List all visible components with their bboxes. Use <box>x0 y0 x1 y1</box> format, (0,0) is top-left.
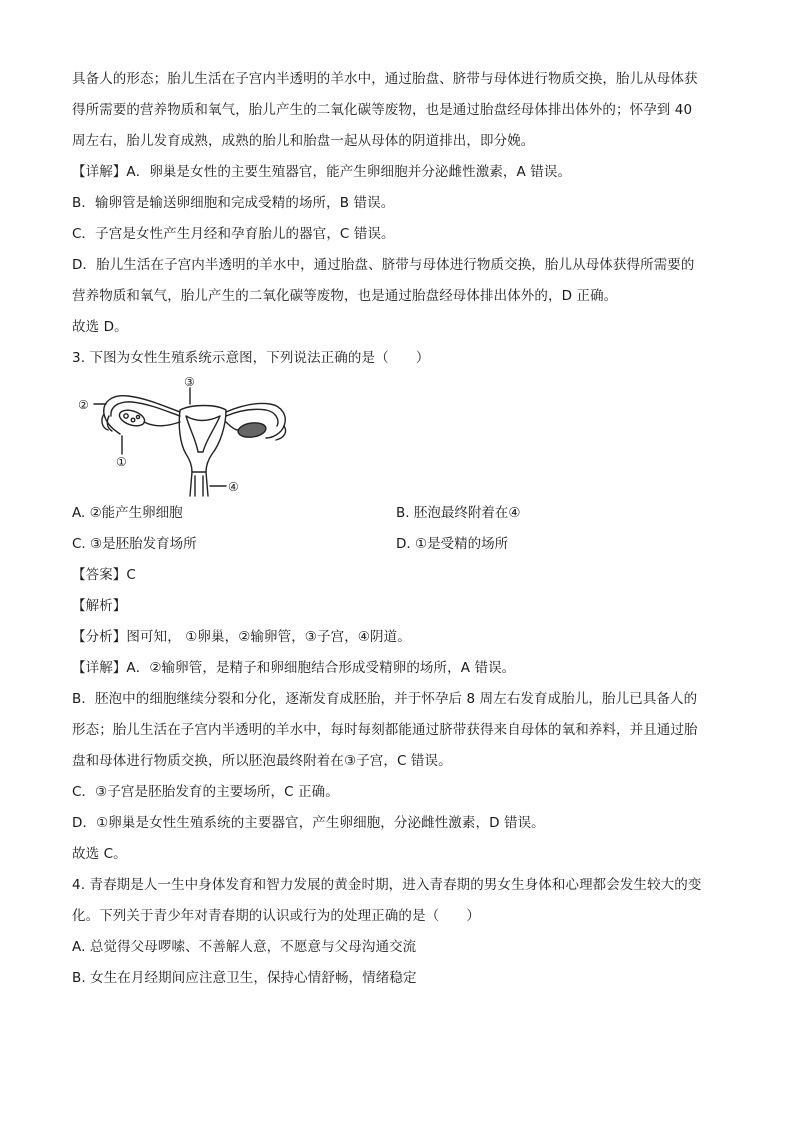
question-3-stem: 3. 下图为女性生殖系统示意图，下列说法正确的是（ ） <box>72 350 430 366</box>
label-2: ② <box>78 398 89 412</box>
text-line: 形态；胎儿生活在子宫内半透明的羊水中，每时每刻都能通过脐带获得来自母体的氧和养料，并且通过胎 <box>72 722 698 738</box>
text-line: 故选 D。 <box>72 319 128 335</box>
female-reproductive-system-figure <box>72 374 722 498</box>
option-d: D. ①是受精的场所 <box>396 536 509 552</box>
text-line: 营养物质和氧气，胎儿产生的二氧化碳等废物，也是通过胎盘经母体排出体外的，D 正确。 <box>72 288 618 304</box>
option-b: B. 胚泡最终附着在④ <box>396 505 521 521</box>
label-4: ④ <box>228 480 239 494</box>
text-line: D．①卵巢是女性生殖系统的主要器官，产生卵细胞，分泌雌性激素，D 错误。 <box>72 815 545 831</box>
option-c: C. ③是胚胎发育场所 <box>72 536 197 552</box>
options-row <box>72 529 722 560</box>
question-4-option-b: B. 女生在月经期间应注意卫生，保持心情舒畅，情绪稳定 <box>72 970 417 986</box>
text-line: C．子宫是女性产生月经和孕育胎儿的器官，C 错误。 <box>72 226 395 242</box>
text-line: 得所需要的营养物质和氧气，胎儿产生的二氧化碳等废物，也是通过胎盘经母体排出体外的；怀孕到 40 <box>72 102 693 118</box>
question-4-option-a: A. 总觉得父母啰嗦、不善解人意，不愿意与父母沟通交流 <box>72 939 417 955</box>
text-line: 具备人的形态；胎儿生活在子宫内半透明的羊水中，通过胎盘、脐带与母体进行物质交换，胎儿从母体获 <box>72 71 698 87</box>
text-line: 故选 C。 <box>72 846 127 862</box>
question-4-stem: 4. 青春期是人一生中身体发育和智力发展的黄金时期，进入青春期的男女生身体和心理都会发生较大的变 <box>72 877 702 893</box>
text-line: 盘和母体进行物质交换，所以胚泡最终附着在③子宫，C 错误。 <box>72 753 452 769</box>
text-line: C．③子宫是胚胎发育的主要场所，C 正确。 <box>72 784 339 800</box>
options-row <box>72 498 722 529</box>
option-a: A. ②能产生卵细胞 <box>72 505 183 521</box>
text-line: B．胚泡中的细胞继续分裂和分化，逐渐发育成胚胎，并于怀孕后 8 周左右发育成胎儿，胎儿已具备人的 <box>72 691 698 707</box>
analysis-heading: 【解析】 <box>72 598 127 614</box>
text-line: D．胎儿生活在子宫内半透明的羊水中，通过胎盘、脐带与母体进行物质交换，胎儿从母体获得所需要的 <box>72 257 695 273</box>
answer-line: 【答案】C <box>72 567 136 583</box>
text-line: B．输卵管是输送卵细胞和完成受精的场所，B 错误。 <box>72 195 395 211</box>
reproductive-diagram-illustration <box>76 374 296 498</box>
label-3: ③ <box>184 375 195 389</box>
text-line: 【详解】A．②输卵管，是精子和卵细胞结合形成受精卵的场所，A 错误。 <box>72 660 516 676</box>
text-line: 【分析】图可知， ①卵巢，②输卵管，③子宫，④阴道。 <box>72 629 411 645</box>
label-1: ① <box>116 455 127 469</box>
document-content <box>72 64 722 994</box>
text-line: 周左右，胎儿发育成熟，成熟的胎儿和胎盘一起从母体的阴道排出，即分娩。 <box>72 133 535 149</box>
text-line: 【详解】A．卵巢是女性的主要生殖器官，能产生卵细胞并分泌雌性激素，A 错误。 <box>72 164 572 180</box>
question-4-stem: 化。下列关于青少年对青春期的认识或行为的处理正确的是（ ） <box>72 908 480 924</box>
